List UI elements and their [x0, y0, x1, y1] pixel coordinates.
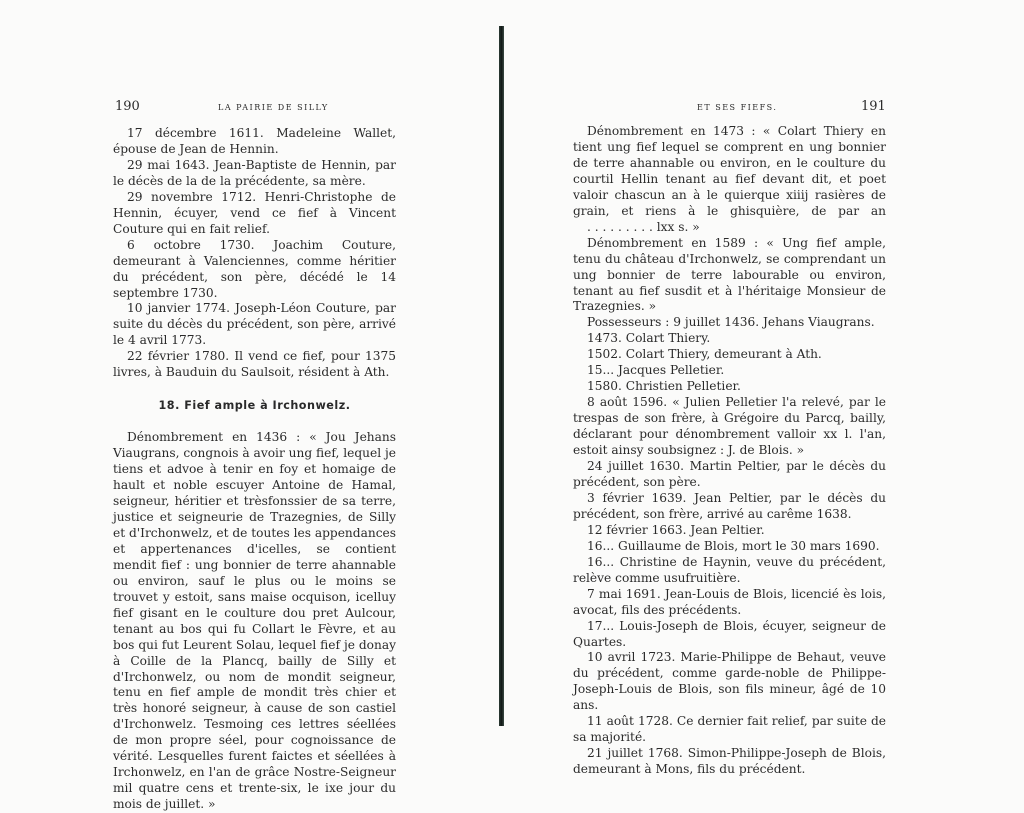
paragraph: 1502. Colart Thiery, demeurant à Ath.	[587, 347, 822, 362]
right-page	[507, 0, 1024, 777]
dot-leader: . . . . . . . . .	[587, 219, 657, 234]
paragraph: 3 février 1639. Jean Peltier, par le décès du précédent, son frère, arrivé au carême 1638.	[573, 490, 886, 521]
paragraph: 6 octobre 1730. Joachim Couture, demeurant à Valenciennes, comme héritier du précédent, son père, décédé le 14 septembre 1730.	[113, 237, 396, 300]
left-page	[0, 0, 500, 812]
paragraph: 1580. Christien Pelletier.	[587, 379, 741, 394]
paragraph: 16... Guillaume de Blois, mort le 30 mars 1690.	[587, 538, 880, 553]
paragraph: 29 novembre 1712. Henri-Christophe de Hennin, écuyer, vend ce fief à Vincent Couture qui en fait relief.	[113, 189, 396, 236]
paragraph: 7 mai 1691. Jean-Louis de Blois, licencié ès lois, avocat, fils des précédents.	[573, 586, 886, 617]
paragraph: 21 juillet 1768. Simon-Philippe-Joseph de Blois, demeurant à Mons, fils du précédent.	[573, 746, 886, 777]
paragraph: 15... Jacques Pelletier.	[587, 363, 725, 378]
paragraph: 1473. Colart Thiery.	[587, 331, 711, 346]
paragraph: 17... Louis-Joseph de Blois, écuyer, seigneur de Quartes.	[573, 618, 886, 649]
paragraph: Dénombrement en 1436 : « Jou Jehans Viaugrans, congnois à avoir ung fief, lequel je tiens et advoe à tenir en foy et homaige de hault et noble escuyer Antoine de Hamal, seigneur, héritier et trèsfonssier de sa terre, justice et seigneurie de Trazegnies, de Silly et d'Irchonwelz, et de toutes les appendances et appertenances d'icelles, se contient mendit fief : ung bonnier de terre ahannable ou environ, sauf le plus ou le moins se trouvet y estoit, sans maise ocquison, icelluy fief gisant en le coulture dou pret Aulcour, tenant au bos qui fu Collart le Fèvre, et au bos qui fut Leurent Solau, lequel fief je donay à Coille de la Plancq, bailly de Silly et d'Irchonwelz, ou nom de mondit seigneur, tenu en fief ample de mondit très chier et très honoré seigneur, à cause de son castiel d'Irchonwelz. Tesmoing ces lettres séellées de mon propre séel, pour cognoissance de vérité. Lesquelles furent faictes et séellées à Irchonwelz, en l'an de grâce Nostre-Seigneur mil quatre cens et trente-six, le ixe jour du mois de juillet. »	[113, 430, 396, 812]
paragraph-text: Dénombrement en 1473 : « Colart Thiery en tient ung fief lequel se comprent en ung bonnier de terre ahannable ou environ, en le coulture du courtil Hellin tenant au fief devant dit, et poet valoir chascun an à le quierque xiiij rasières de grain, et riens à le ghisquière, de par an	[573, 124, 886, 218]
paragraph: 22 février 1780. Il vend ce fief, pour 1375 livres, à Bauduin du Saulsoit, résident à Ath.	[113, 349, 396, 380]
paragraph: 10 avril 1723. Marie-Philippe de Behaut, veuve du précédent, comme garde-noble de Philippe-Joseph-Louis de Blois, son fils mineur, âgé de 10 ans.	[573, 650, 886, 713]
running-head-right: ET SES FIEFS.	[697, 103, 778, 112]
paragraph: Possesseurs : 9 juillet 1436. Jehans Viaugrans.	[587, 315, 875, 330]
right-body	[573, 124, 886, 778]
paragraph: Dénombrement en 1589 : « Ung fief ample, tenu du château d'Irchonwelz, se comprendant un ung bonnier de terre labourable ou environ, tenant au fief susdit et à l'héritaige Monsieur de Trazegnies. »	[573, 235, 886, 314]
paragraph: 10 janvier 1774. Joseph-Léon Couture, par suite du décès du précédent, son père, arrivé le 4 avril 1773.	[113, 301, 396, 348]
paragraph-tail: lxx s. »	[656, 219, 700, 234]
section-title: 18. Fief ample à Irchonwelz.	[158, 399, 351, 413]
page-number-left: 190	[115, 99, 140, 114]
page-number-right: 191	[861, 99, 886, 114]
paragraph: 24 juillet 1630. Martin Peltier, par le décès du précédent, son père.	[573, 459, 886, 489]
paragraph: 8 août 1596. « Julien Pelletier l'a relevé, par le trespas de son frère, à Grégoire du Parcq, bailly, déclarant pour dénombrement valloir xx l. l'an, estoit ainsy soubsignez : J. de Blois. »	[573, 395, 886, 458]
paragraph: 17 décembre 1611. Madeleine Wallet, épouse de Jean de Hennin.	[113, 126, 396, 156]
left-body	[113, 126, 396, 813]
paragraph: 16... Christine de Haynin, veuve du précédent, relève comme usufruitière.	[573, 554, 886, 585]
paragraph: 29 mai 1643. Jean-Baptiste de Hennin, par le décès de la de la précédente, sa mère.	[113, 157, 396, 188]
paragraph	[573, 124, 886, 236]
paragraph: 11 août 1728. Ce dernier fait relief, par suite de sa majorité.	[573, 714, 886, 745]
running-head-left: LA PAIRIE DE SILLY	[218, 103, 329, 112]
paragraph: 12 février 1663. Jean Peltier.	[587, 522, 765, 537]
